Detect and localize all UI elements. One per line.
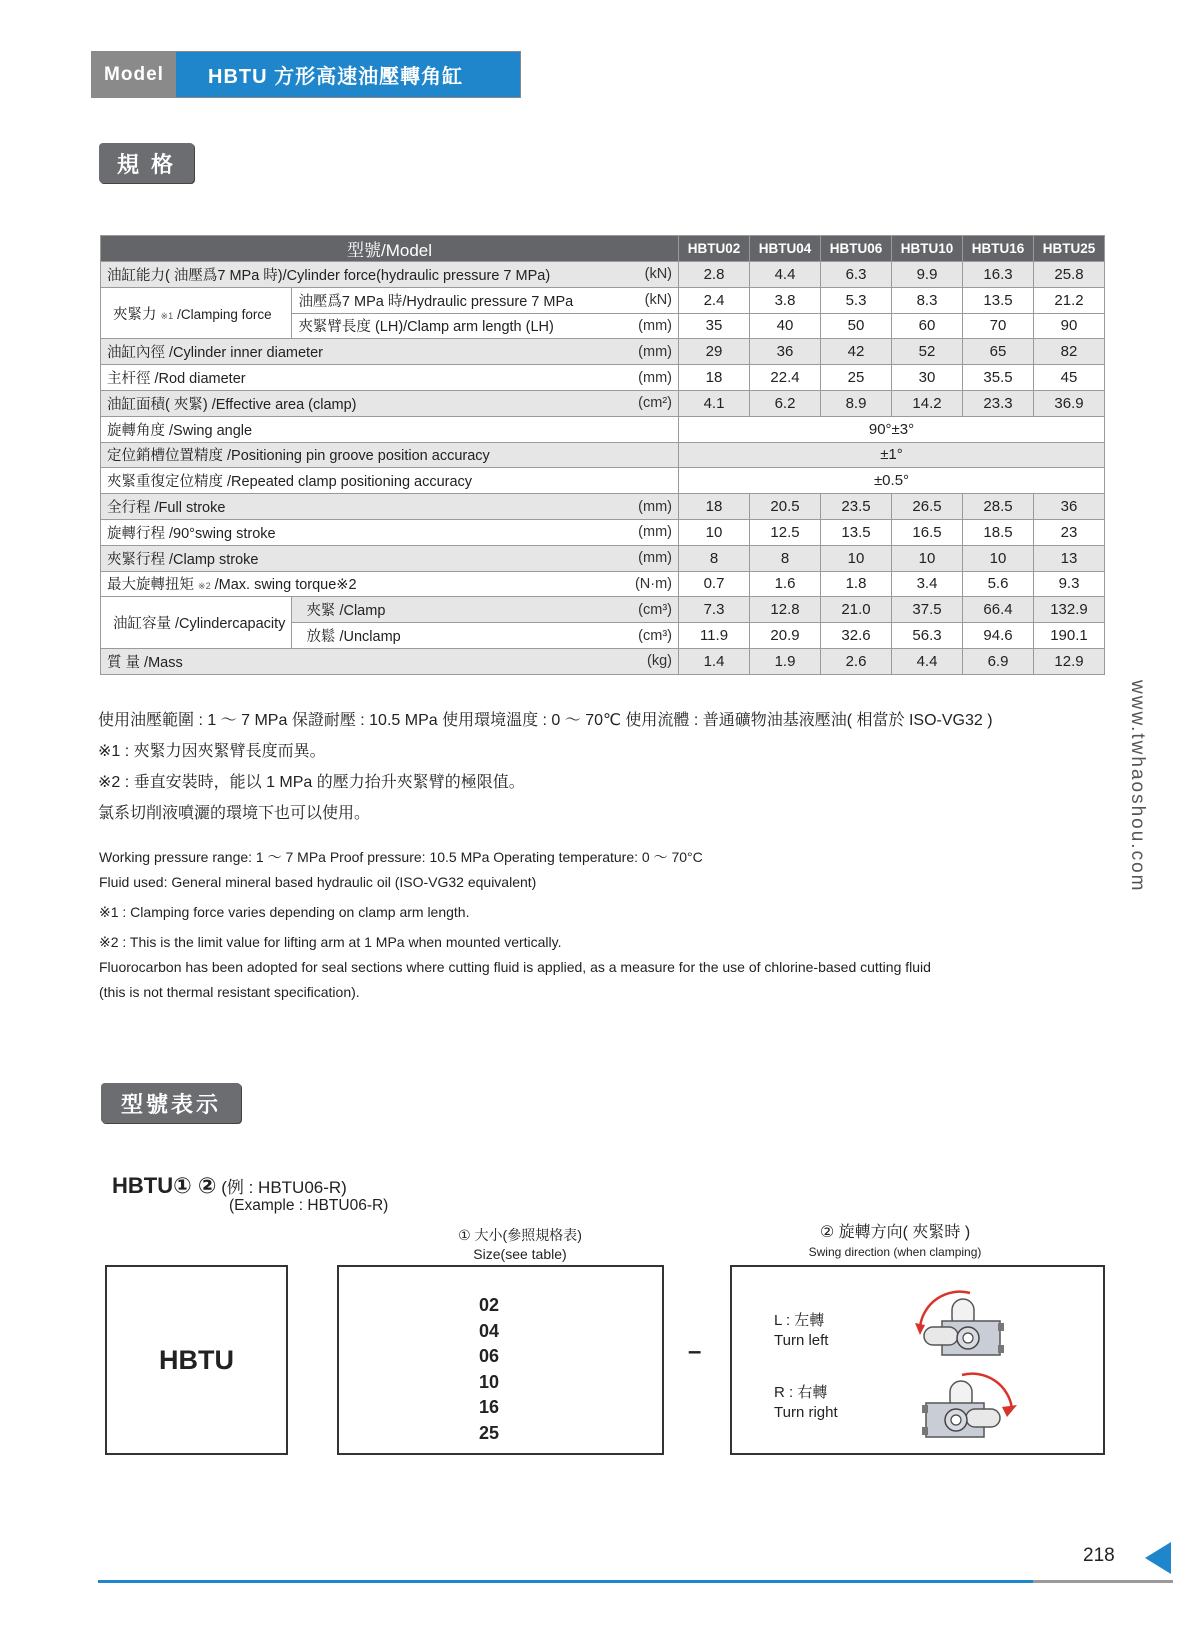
cell: 190.1	[1034, 623, 1105, 649]
model-label: Model	[92, 52, 176, 97]
note-line: ※2 : This is the limit value for lifting arm at 1 MPa when mounted vertically.	[99, 934, 562, 950]
clamp-group-en: /Clamping force	[177, 306, 272, 322]
row-label: 夾緊 /Clamp	[292, 597, 629, 623]
section-model-code-heading: 型號表示	[101, 1083, 241, 1123]
row-unit: (mm)	[629, 313, 679, 339]
right-en: Turn right	[774, 1404, 838, 1421]
code-dash: –	[688, 1338, 702, 1365]
cell: 6.9	[963, 648, 1034, 674]
chinese-notes	[98, 705, 993, 829]
row-label: 放鬆 /Unclamp	[292, 623, 629, 649]
cell: 18	[679, 494, 750, 520]
cell: 13.5	[963, 287, 1034, 313]
row-label: 夾緊行程 /Clamp stroke	[101, 545, 629, 571]
cell: 20.9	[750, 623, 821, 649]
cell: 52	[892, 339, 963, 365]
cell: 94.6	[963, 623, 1034, 649]
cell: 6.3	[821, 262, 892, 288]
cell: 45	[1034, 365, 1105, 391]
cell: 36	[750, 339, 821, 365]
direction-caption-zh: ② 旋轉方向( 夾緊時 )	[819, 1224, 971, 1241]
cell: 16.5	[892, 519, 963, 545]
size-option: 25	[479, 1422, 500, 1443]
cell: 12.5	[750, 519, 821, 545]
page-triangle-icon	[1145, 1542, 1171, 1574]
merged-value: 90°±3°	[679, 416, 1105, 442]
cell: 22.4	[750, 365, 821, 391]
cell: 10	[963, 545, 1034, 571]
row-unit: (mm)	[629, 365, 679, 391]
cell: 30	[892, 365, 963, 391]
model-col-3: HBTU10	[892, 236, 963, 262]
cell: 0.7	[679, 571, 750, 597]
cell: 4.4	[750, 262, 821, 288]
torque-label-zh: 最大旋轉扭矩	[107, 577, 194, 594]
note-line: 氯系切削液噴灑的環境下也可以使用。	[98, 805, 371, 822]
cell: 5.6	[963, 571, 1034, 597]
row-unit: (kN)	[629, 287, 679, 313]
cell: 9.9	[892, 262, 963, 288]
model-col-4: HBTU16	[963, 236, 1034, 262]
note-line: 使用油壓範圍 : 1 ～ 7 MPa 保證耐壓 : 10.5 MPa 使用環境溫度 : 0 ～ 70℃ 使用流體 : 普通礦物油基液壓油( 相當於 ISO-VG32 )	[98, 712, 993, 729]
row-label: 油壓爲7 MPa 時/Hydraulic pressure 7 MPa	[292, 287, 629, 313]
size-option: 04	[479, 1320, 500, 1341]
cell: 35.5	[963, 365, 1034, 391]
note-line: ※2 : 垂直安裝時，能以 1 MPa 的壓力抬升夾緊臂的極限值。	[98, 774, 525, 791]
cell: 12.9	[1034, 648, 1105, 674]
table-row	[101, 545, 1105, 571]
merged-value: ±1°	[679, 442, 1105, 468]
row-unit: (mm)	[629, 339, 679, 365]
cell: 1.6	[750, 571, 821, 597]
table-row	[101, 416, 1105, 442]
direction-right	[774, 1383, 838, 1423]
cell: 37.5	[892, 597, 963, 623]
size-option: 06	[479, 1346, 500, 1366]
clamp-turn-right-icon	[922, 1369, 1022, 1449]
left-zh: L : 左轉	[774, 1312, 825, 1329]
code-prefix: HBTU	[112, 1173, 174, 1198]
cell: 82	[1034, 339, 1105, 365]
note-line: ※1 : 夾緊力因夾緊臂長度而異。	[98, 743, 326, 760]
cell: 2.4	[679, 287, 750, 313]
cell: 23.5	[821, 494, 892, 520]
model-column-header: 型號/Model	[101, 236, 679, 262]
clamp-turn-left-icon	[912, 1287, 1012, 1367]
cell: 8	[679, 545, 750, 571]
cell: 70	[963, 313, 1034, 339]
cell: 4.1	[679, 390, 750, 416]
cell: 5.3	[821, 287, 892, 313]
cell: 8	[750, 545, 821, 571]
row-unit: (cm³)	[629, 623, 679, 649]
cell: 2.8	[679, 262, 750, 288]
table-row	[101, 648, 1105, 674]
cell: 16.3	[963, 262, 1034, 288]
row-unit: (kg)	[629, 648, 679, 674]
cell: 25.8	[1034, 262, 1105, 288]
row-unit: (kN)	[629, 262, 679, 288]
model-title: HBTU 方形高速油壓轉角缸	[176, 52, 520, 97]
model-code-line	[112, 1173, 347, 1199]
cell: 10	[679, 519, 750, 545]
table-row	[101, 442, 1105, 468]
cell: 23.3	[963, 390, 1034, 416]
row-unit: (mm)	[629, 545, 679, 571]
model-col-0: HBTU02	[679, 236, 750, 262]
spec-table	[100, 235, 1105, 675]
table-row	[101, 494, 1105, 520]
row-unit: (N·m)	[629, 571, 679, 597]
row-label: 旋轉行程 /90°swing stroke	[101, 519, 629, 545]
note-line: Working pressure range: 1 ～ 7 MPa Proof pressure: 10.5 MPa Operating temperature: 0 ～ 70°C	[99, 849, 703, 865]
cell: 40	[750, 313, 821, 339]
note-line: Fluorocarbon has been adopted for seal sections where cutting fluid is applied, as a measure for the use of chlorine-based cutting fluid	[99, 959, 931, 975]
cell: 11.9	[679, 623, 750, 649]
row-unit: (mm)	[629, 494, 679, 520]
table-row	[101, 365, 1105, 391]
direction-caption-en: Swing direction (when clamping)	[808, 1245, 982, 1259]
code-circles: ① ②	[173, 1173, 217, 1198]
cell: 18	[679, 365, 750, 391]
cell: 42	[821, 339, 892, 365]
cell: 36	[1034, 494, 1105, 520]
cell: 25	[821, 365, 892, 391]
row-unit: (cm³)	[629, 597, 679, 623]
model-col-5: HBTU25	[1034, 236, 1105, 262]
cell: 1.8	[821, 571, 892, 597]
cell: 14.2	[892, 390, 963, 416]
cell: 32.6	[821, 623, 892, 649]
cell: 12.8	[750, 597, 821, 623]
cell: 29	[679, 339, 750, 365]
note-line: (this is not thermal resistant specification).	[99, 984, 360, 1000]
cell: 9.3	[1034, 571, 1105, 597]
table-row	[101, 597, 1105, 623]
row-label: 主杆徑 /Rod diameter	[101, 365, 629, 391]
cell: 132.9	[1034, 597, 1105, 623]
table-row	[101, 262, 1105, 288]
row-label: 旋轉角度 /Swing angle	[101, 416, 679, 442]
english-notes	[99, 845, 931, 1005]
cell: 36.9	[1034, 390, 1105, 416]
clamp-group-label	[101, 287, 292, 339]
cell: 13	[1034, 545, 1105, 571]
cell: 7.3	[679, 597, 750, 623]
cell: 66.4	[963, 597, 1034, 623]
right-zh: R : 右轉	[774, 1384, 828, 1401]
row-label: 定位銷槽位置精度 /Positioning pin groove position accuracy	[101, 442, 679, 468]
row-label: 油缸內徑 /Cylinder inner diameter	[101, 339, 629, 365]
size-caption-zh: ① 大小(參照規格表)	[458, 1227, 582, 1243]
cell: 13.5	[821, 519, 892, 545]
cell: 65	[963, 339, 1034, 365]
note-line: ※1 : Clamping force varies depending on clamp arm length.	[99, 904, 470, 920]
direction-caption	[780, 1222, 1010, 1262]
cell: 26.5	[892, 494, 963, 520]
code-example: (例 : HBTU06-R)	[221, 1178, 347, 1197]
torque-note: ※2	[198, 581, 211, 592]
table-row	[101, 468, 1105, 494]
row-label: 夾緊重復定位精度 /Repeated clamp positioning accuracy	[101, 468, 679, 494]
clamp-note: ※1	[160, 310, 174, 321]
page-number: 218	[1083, 1545, 1115, 1566]
model-header	[91, 51, 521, 98]
model-col-2: HBTU06	[821, 236, 892, 262]
torque-label-en: /Max. swing torque※2	[214, 577, 357, 594]
model-col-1: HBTU04	[750, 236, 821, 262]
size-caption-en: Size(see table)	[473, 1246, 567, 1262]
row-label: 夾緊臂長度 (LH)/Clamp arm length (LH)	[292, 313, 629, 339]
cell: 23	[1034, 519, 1105, 545]
cell: 6.2	[750, 390, 821, 416]
cell: 56.3	[892, 623, 963, 649]
cell: 8.3	[892, 287, 963, 313]
table-row	[101, 571, 1105, 597]
cell: 60	[892, 313, 963, 339]
size-option: 02	[479, 1295, 500, 1315]
cell: 3.4	[892, 571, 963, 597]
note-line: Fluid used: General mineral based hydraulic oil (ISO-VG32 equivalent)	[99, 874, 537, 890]
row-label	[101, 571, 629, 597]
code-box-direction	[730, 1265, 1105, 1455]
cell: 1.9	[750, 648, 821, 674]
row-unit: (mm)	[629, 519, 679, 545]
cell: 4.4	[892, 648, 963, 674]
code-box-hbtu: HBTU	[105, 1265, 288, 1455]
side-website-url: www.twhaoshou.com	[1127, 680, 1148, 893]
section-spec-heading: 規 格	[99, 143, 194, 183]
cell: 1.4	[679, 648, 750, 674]
cell: 21.0	[821, 597, 892, 623]
clamp-group-zh: 夾緊力	[113, 306, 157, 323]
merged-value: ±0.5°	[679, 468, 1105, 494]
code-example-en: (Example : HBTU06-R)	[229, 1197, 389, 1214]
table-row	[101, 390, 1105, 416]
size-list	[479, 1293, 499, 1446]
row-label: 油缸面積( 夾緊) /Effective area (clamp)	[101, 390, 629, 416]
cell: 18.5	[963, 519, 1034, 545]
row-label: 油缸能力( 油壓爲7 MPa 時)/Cylinder force(hydraulic pressure 7 MPa)	[101, 262, 629, 288]
footer-divider	[98, 1580, 1173, 1583]
cell: 20.5	[750, 494, 821, 520]
size-caption	[430, 1226, 610, 1264]
cell: 3.8	[750, 287, 821, 313]
cell: 2.6	[821, 648, 892, 674]
code-box-size	[337, 1265, 664, 1455]
table-row	[101, 339, 1105, 365]
row-label: 全行程 /Full stroke	[101, 494, 629, 520]
cell: 21.2	[1034, 287, 1105, 313]
capacity-group-label: 油缸容量 /Cylindercapacity	[101, 597, 292, 649]
row-label: 質 量 /Mass	[101, 648, 629, 674]
row-unit: (cm²)	[629, 390, 679, 416]
size-option: 10	[479, 1371, 500, 1392]
cell: 28.5	[963, 494, 1034, 520]
cell: 90	[1034, 313, 1105, 339]
table-row	[101, 287, 1105, 313]
direction-left	[774, 1311, 828, 1351]
left-en: Turn left	[774, 1332, 829, 1349]
cell: 10	[892, 545, 963, 571]
table-row	[101, 519, 1105, 545]
cell: 35	[679, 313, 750, 339]
cell: 8.9	[821, 390, 892, 416]
cell: 50	[821, 313, 892, 339]
cell: 10	[821, 545, 892, 571]
size-option: 16	[479, 1397, 500, 1417]
